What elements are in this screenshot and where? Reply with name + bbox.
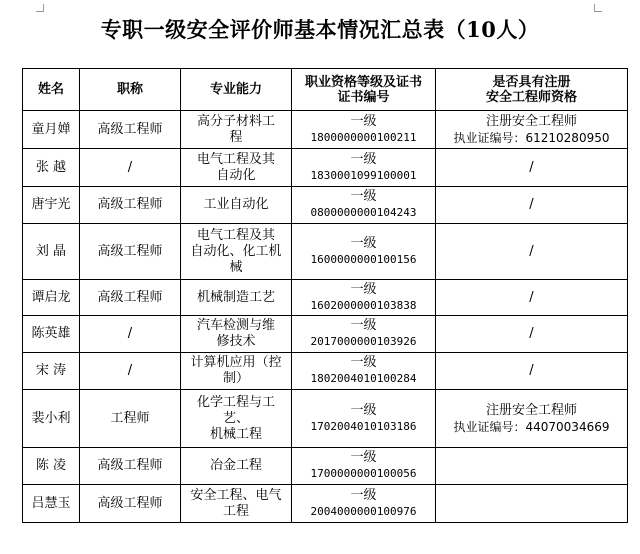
cell-qualification	[292, 149, 436, 187]
cell-registered	[436, 316, 628, 353]
cell-qualification	[292, 316, 436, 353]
cell-name: 陈 凌	[23, 448, 80, 485]
certificate-number: 2017000000103926	[310, 335, 417, 348]
cell-specialty: 工业自动化	[181, 187, 292, 224]
registered-status: /	[529, 197, 534, 212]
cell-qualification	[292, 111, 436, 149]
header-specialty: 专业能力	[181, 69, 292, 111]
certificate-number: 1830001099100001	[310, 168, 417, 182]
cell-name: 谭启龙	[23, 280, 80, 316]
registered-status: /	[529, 289, 534, 305]
qualification-level: 一级	[350, 450, 377, 465]
cell-title: 高级工程师	[80, 448, 181, 485]
registered-status: /	[529, 326, 534, 341]
cell-specialty: 化学工程与工 艺、 机械工程	[181, 390, 292, 448]
cell-specialty: 计算机应用（控 制）	[181, 353, 292, 390]
cell-title: 高级工程师	[80, 224, 181, 280]
summary-table	[22, 68, 628, 523]
qualification-level: 一级	[350, 151, 377, 167]
registered-status: 注册安全工程师	[485, 402, 577, 418]
cell-specialty: 机械制造工艺	[181, 280, 292, 316]
cell-specialty: 电气工程及其 自动化	[181, 149, 292, 187]
qualification-level: 一级	[350, 281, 377, 297]
cell-registered	[436, 353, 628, 390]
cell-title: 高级工程师	[80, 187, 181, 224]
table-row	[23, 485, 628, 523]
certificate-number: 1700000000100056	[310, 467, 417, 480]
cell-qualification	[292, 187, 436, 224]
certificate-number: 2004000000100976	[310, 504, 417, 518]
registration-number: 执业证编号：44070034669	[453, 419, 610, 434]
cell-qualification	[292, 280, 436, 316]
registered-status: /	[529, 363, 534, 378]
page-corner-mark-right	[594, 4, 602, 12]
registered-status: /	[529, 159, 534, 175]
cell-specialty: 汽车检测与维 修技术	[181, 316, 292, 353]
cell-name: 张 越	[23, 149, 80, 187]
certificate-number: 1602000000103838	[310, 298, 417, 312]
cell-registered	[436, 390, 628, 448]
table-row	[23, 111, 628, 149]
table-row	[23, 149, 628, 187]
qualification-level: 一级	[350, 487, 377, 503]
registered-status: /	[529, 243, 534, 259]
registered-status: 注册安全工程师	[485, 113, 577, 129]
cell-qualification	[292, 390, 436, 448]
header-qualification: 职业资格等级及证书 证书编号	[292, 69, 436, 111]
cell-qualification	[292, 353, 436, 390]
qualification-level: 一级	[350, 189, 377, 204]
cell-specialty: 电气工程及其 自动化、化工机 械	[181, 224, 292, 280]
table-header-row	[23, 69, 628, 111]
cell-title: /	[80, 316, 181, 353]
cell-name: 宋 涛	[23, 353, 80, 390]
cell-name: 陈英雄	[23, 316, 80, 353]
qualification-level: 一级	[350, 235, 377, 251]
cell-specialty: 安全工程、电气 工程	[181, 485, 292, 523]
cell-title: 工程师	[80, 390, 181, 448]
cell-registered	[436, 448, 628, 485]
cell-title: 高级工程师	[80, 280, 181, 316]
cell-name: 吕慧玉	[23, 485, 80, 523]
cell-specialty: 高分子材料工 程	[181, 111, 292, 149]
header-name: 姓名	[23, 69, 80, 111]
cell-title: 高级工程师	[80, 111, 181, 149]
cell-qualification	[292, 224, 436, 280]
table-row	[23, 353, 628, 390]
qualification-level: 一级	[350, 318, 377, 333]
header-registered: 是否具有注册 安全工程师资格	[436, 69, 628, 111]
cell-name: 唐宇光	[23, 187, 80, 224]
cell-name: 童月婵	[23, 111, 80, 149]
cell-registered	[436, 111, 628, 149]
certificate-number: 1800000000100211	[310, 130, 417, 144]
cell-registered	[436, 224, 628, 280]
cell-title: /	[80, 149, 181, 187]
cell-title: /	[80, 353, 181, 390]
certificate-number: 1600000000100156	[310, 252, 417, 266]
table-row	[23, 448, 628, 485]
registration-number: 执业证编号：61210280950	[453, 130, 610, 145]
certificate-number: 1702004010103186	[310, 419, 417, 433]
cell-specialty: 冶金工程	[181, 448, 292, 485]
cell-registered	[436, 149, 628, 187]
qualification-level: 一级	[350, 402, 377, 418]
table-row	[23, 187, 628, 224]
qualification-level: 一级	[350, 113, 377, 129]
cell-name: 刘 晶	[23, 224, 80, 280]
cell-registered	[436, 485, 628, 523]
cell-qualification	[292, 485, 436, 523]
document-title: 专职一级安全评价师基本情况汇总表（10人）	[100, 17, 540, 42]
qualification-level: 一级	[350, 355, 377, 370]
certificate-number: 0800000000104243	[310, 206, 417, 219]
table-row	[23, 316, 628, 353]
header-title: 职称	[80, 69, 181, 111]
cell-registered	[436, 280, 628, 316]
cell-registered	[436, 187, 628, 224]
table-row	[23, 280, 628, 316]
cell-title: 高级工程师	[80, 485, 181, 523]
page-corner-mark-left	[36, 4, 44, 12]
cell-qualification	[292, 448, 436, 485]
table-row	[23, 224, 628, 280]
cell-name: 裴小利	[23, 390, 80, 448]
certificate-number: 1802004010100284	[310, 372, 417, 385]
table-row	[23, 390, 628, 448]
